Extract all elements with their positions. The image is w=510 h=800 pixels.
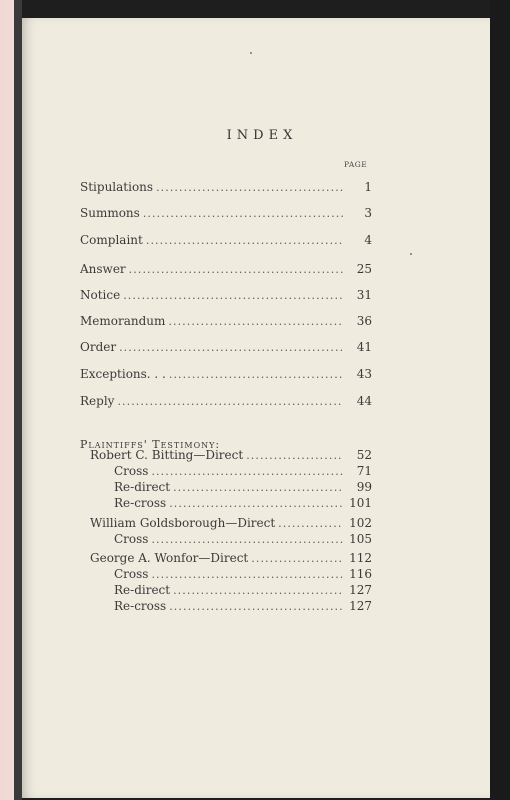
paper-speck bbox=[410, 253, 412, 255]
entry-label: Reply bbox=[80, 394, 115, 408]
entry-label: Re-cross bbox=[114, 496, 167, 510]
entry-label: Summons bbox=[80, 206, 140, 220]
entry-page: 127 bbox=[349, 599, 372, 613]
entry-page: 31 bbox=[356, 288, 372, 302]
entry-page: 71 bbox=[356, 464, 372, 478]
testimony-heading: Plaintiffs' Testimony: bbox=[80, 438, 221, 451]
entry-page: 36 bbox=[356, 314, 372, 328]
testimony-entries bbox=[22, 18, 490, 798]
page-title: INDEX bbox=[226, 128, 298, 143]
entry-label: Order bbox=[80, 340, 117, 354]
entry-page: 101 bbox=[349, 496, 372, 510]
entry-label: Answer bbox=[80, 262, 126, 276]
entry-label: Cross bbox=[114, 464, 149, 478]
entry-label: Cross bbox=[114, 567, 149, 581]
entry-page: 3 bbox=[364, 206, 372, 220]
entry-page: 44 bbox=[356, 394, 372, 408]
entry-label: Re-direct bbox=[114, 480, 171, 494]
entry-label: Notice bbox=[80, 288, 121, 302]
entry-label: Stipulations bbox=[80, 180, 154, 194]
entry-page: 43 bbox=[356, 367, 372, 381]
entry-page: 102 bbox=[349, 516, 372, 530]
book-page bbox=[22, 18, 490, 798]
entry-page: 112 bbox=[349, 551, 372, 565]
entry-page: 41 bbox=[356, 340, 372, 354]
entry-page: 127 bbox=[349, 583, 372, 597]
book-gutter bbox=[14, 0, 22, 800]
entry-page: 99 bbox=[356, 480, 372, 494]
entry-label: Robert C. Bitting—Direct bbox=[90, 448, 244, 462]
entry-label: Memorandum bbox=[80, 314, 166, 328]
entry-label: Exceptions. . . bbox=[80, 367, 166, 381]
leader-dots bbox=[151, 533, 343, 546]
leader-dots bbox=[169, 497, 343, 510]
background-edge bbox=[490, 0, 510, 800]
testimony-entry bbox=[114, 492, 372, 510]
entry-label: Re-cross bbox=[114, 599, 167, 613]
facing-page-edge bbox=[0, 0, 14, 800]
page-column-label: PAGE bbox=[344, 160, 368, 169]
entry-page: 4 bbox=[364, 233, 372, 247]
entry-label: Complaint bbox=[80, 233, 143, 247]
entry-page: 52 bbox=[356, 448, 372, 462]
testimony-entry bbox=[114, 528, 372, 546]
entry-label: George A. Wonfor—Direct bbox=[90, 551, 249, 565]
paper-speck bbox=[250, 52, 252, 54]
entry-label: William Goldsborough—Direct bbox=[90, 516, 276, 530]
entry-page: 105 bbox=[349, 532, 372, 546]
entry-page: 116 bbox=[349, 567, 372, 581]
entry-label: Cross bbox=[114, 532, 149, 546]
testimony-entry bbox=[114, 595, 372, 613]
entry-page: 1 bbox=[364, 180, 372, 194]
leader-dots bbox=[169, 600, 343, 613]
entry-label: Re-direct bbox=[114, 583, 171, 597]
entry-page: 25 bbox=[356, 262, 372, 276]
